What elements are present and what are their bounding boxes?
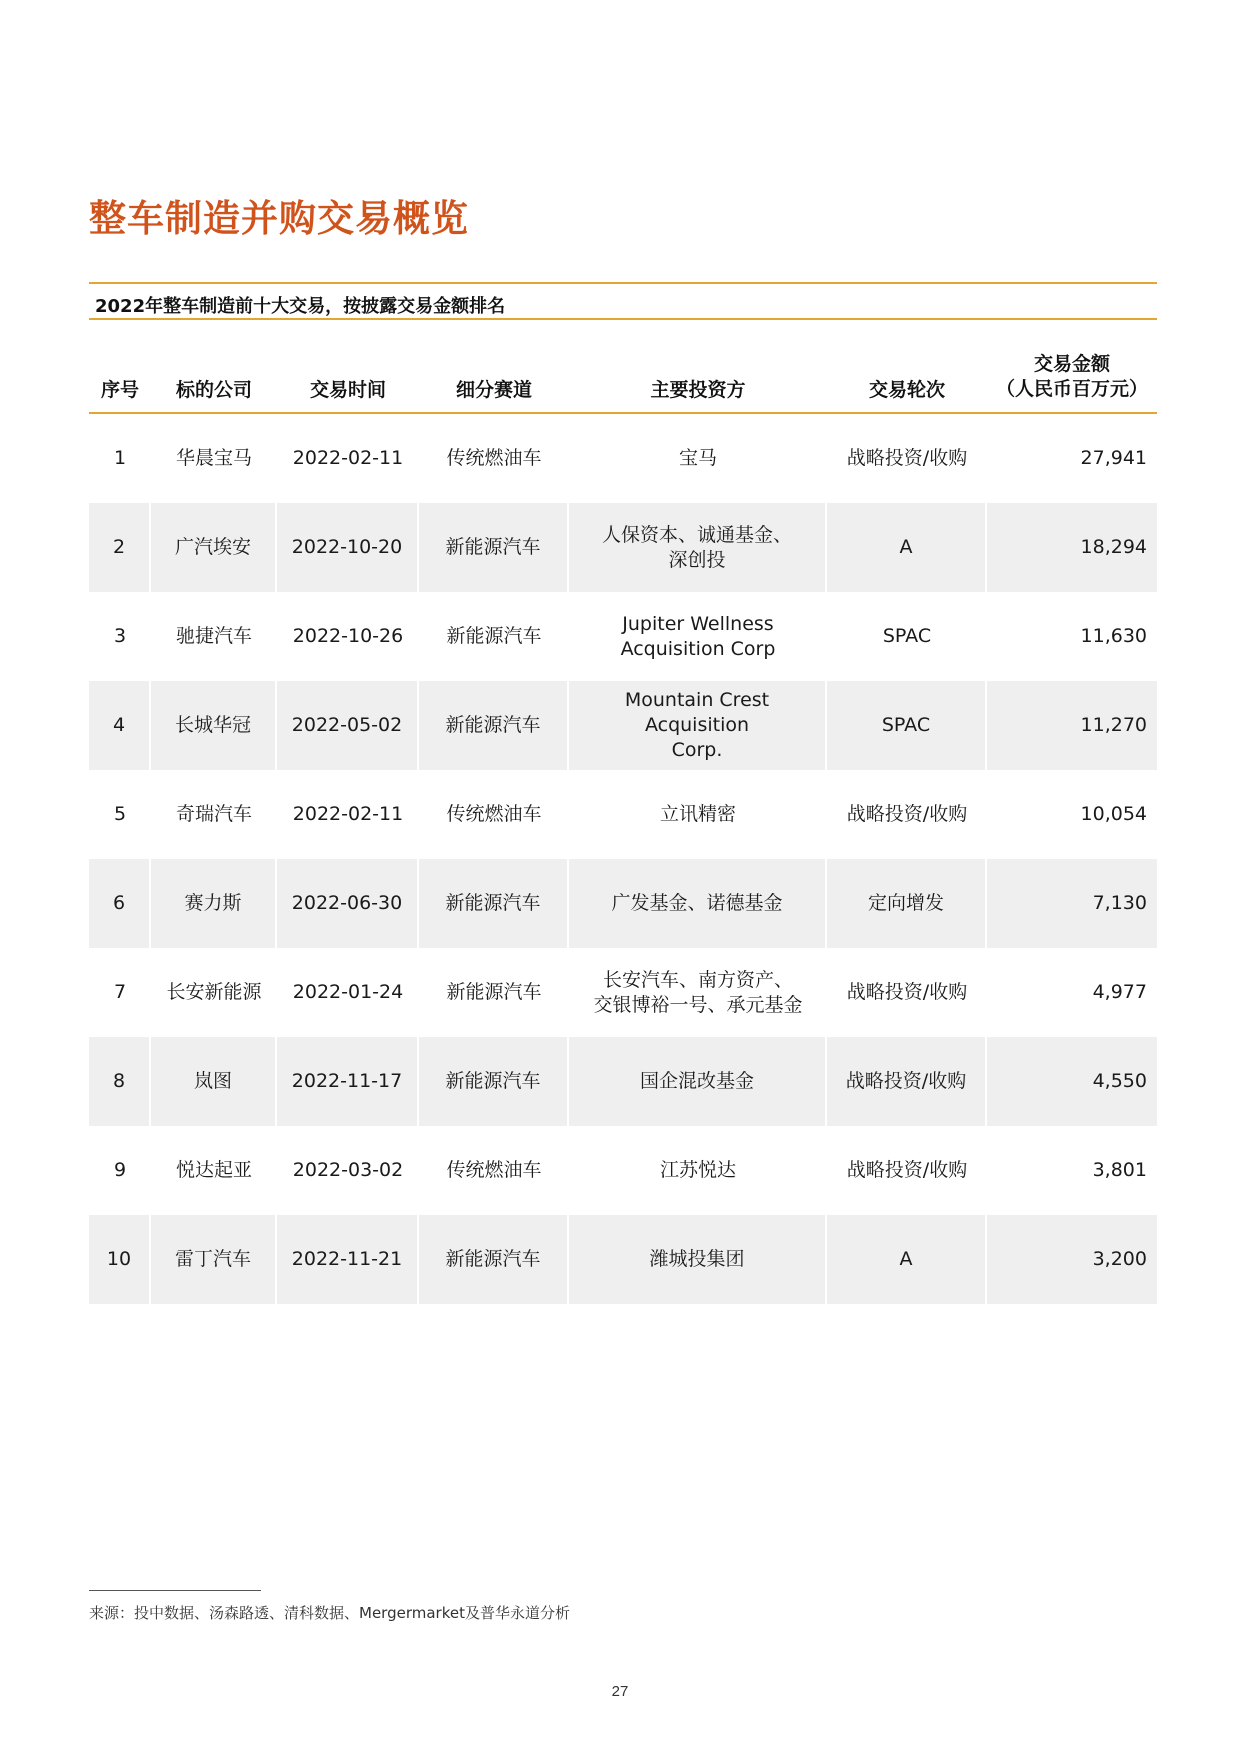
cell-company: 赛力斯: [151, 859, 277, 948]
cell-date: 2022-10-26: [292, 625, 404, 647]
cell-amount: 11,630: [1080, 625, 1147, 647]
table-body: [89, 414, 1157, 1304]
cell-round: SPAC: [882, 625, 932, 647]
cell-round: 战略投资/收购: [846, 1159, 968, 1181]
cell-investors: [569, 1126, 827, 1215]
header-date: 交易时间: [309, 379, 386, 401]
cell-amount: 7,130: [1092, 892, 1147, 914]
cell-round: A: [827, 1215, 987, 1304]
table-row: [89, 948, 1157, 1037]
header-segment: 细分赛道: [455, 379, 532, 401]
table-caption: 2022年整车制造前十大交易，按披露交易金额排名: [95, 296, 506, 317]
header-company: 标的公司: [175, 379, 252, 401]
cell-investors: [569, 414, 827, 503]
cell-date: 2022-01-24: [292, 981, 404, 1003]
investor-line: 立讯精密: [659, 803, 736, 825]
cell-date: 2022-02-11: [292, 803, 404, 825]
cell-rank: 2: [89, 503, 151, 592]
cell-segment: 新能源汽车: [419, 859, 569, 948]
cell-company: 雷丁汽车: [151, 1215, 277, 1304]
investor-lines: [660, 1158, 736, 1183]
cell-segment: 传统燃油车: [446, 1159, 542, 1181]
source-footnote: 来源：投中数据、汤森路透、清科数据、Mergermarket及普华永道分析: [89, 1604, 570, 1622]
investor-lines: [621, 612, 776, 662]
investor-line: 潍城投集团: [649, 1248, 745, 1270]
cell-investors: [569, 948, 827, 1037]
investor-lines: [593, 968, 802, 1018]
investor-line: 广发基金、诺德基金: [611, 892, 783, 914]
table-row: [89, 1215, 1157, 1304]
header-rank: 序号: [100, 379, 139, 401]
cell-company: 华晨宝马: [175, 447, 252, 469]
table-row: [89, 414, 1157, 503]
cell-company: 长安新能源: [166, 981, 262, 1003]
investor-line: 宝马: [678, 447, 717, 469]
cell-amount: 3,200: [1092, 1248, 1147, 1270]
cell-round: 战略投资/收购: [846, 803, 968, 825]
investor-lines: [573, 688, 821, 763]
cell-amount: 4,550: [1092, 1070, 1147, 1092]
cell-rank: 10: [89, 1215, 151, 1304]
page-title: 整车制造并购交易概览: [89, 197, 469, 240]
investor-lines: [611, 891, 782, 916]
investor-line: 交银博裕一号、承元基金: [593, 993, 803, 1016]
cell-rank: 7: [113, 981, 127, 1003]
cell-amount: 10,054: [1080, 803, 1147, 825]
cell-round: 战略投资/收购: [846, 447, 968, 469]
cell-investors: [569, 1037, 827, 1126]
investor-line: 长安汽车、南方资产、: [602, 968, 793, 991]
deals-table: [89, 348, 1157, 1304]
cell-date: 2022-02-11: [292, 447, 404, 469]
investor-line: Mountain Crest Acquisition: [624, 689, 770, 736]
table-row: [89, 1126, 1157, 1215]
table-row: [89, 592, 1157, 681]
table-row: [89, 503, 1157, 592]
cell-date: 2022-11-17: [277, 1037, 419, 1126]
investor-line: 深创投: [668, 548, 726, 571]
cell-rank: 3: [113, 625, 127, 647]
header-investors: 主要投资方: [650, 379, 746, 401]
cell-round: SPAC: [827, 681, 987, 770]
cell-amount: 11,270: [1080, 714, 1147, 736]
page-number: 27: [611, 1683, 629, 1700]
cell-rank: 9: [113, 1159, 127, 1181]
investor-line: Corp.: [671, 739, 723, 761]
cell-rank: 8: [89, 1037, 151, 1126]
cell-company: 岚图: [151, 1037, 277, 1126]
cell-company: 奇瑞汽车: [175, 803, 252, 825]
cell-segment: 新能源汽车: [446, 981, 542, 1003]
cell-date: 2022-06-30: [277, 859, 419, 948]
table-row: [89, 859, 1157, 948]
cell-round: 战略投资/收购: [846, 981, 968, 1003]
header-amount-line1: 交易金额: [1033, 353, 1110, 375]
cell-round: A: [827, 503, 987, 592]
investor-line: 江苏悦达: [659, 1159, 736, 1181]
cell-segment: 新能源汽车: [419, 681, 569, 770]
cell-investors: [569, 770, 827, 859]
cell-date: 2022-11-21: [277, 1215, 419, 1304]
cell-investors: [569, 1215, 827, 1304]
investor-lines: [602, 523, 792, 573]
cell-date: 2022-05-02: [277, 681, 419, 770]
investor-line: 人保资本、诚通基金、: [601, 523, 792, 546]
header-amount: [987, 348, 1157, 412]
cell-investors: [569, 859, 827, 948]
investor-line: 国企混改基金: [639, 1070, 754, 1092]
investor-lines: [649, 1247, 744, 1272]
cell-segment: 新能源汽车: [419, 503, 569, 592]
investor-line: Acquisition Corp: [620, 637, 776, 660]
cell-segment: 新能源汽车: [419, 1037, 569, 1126]
cell-date: 2022-03-02: [292, 1159, 404, 1181]
cell-segment: 新能源汽车: [419, 1215, 569, 1304]
investor-lines: [660, 802, 736, 827]
table-row: [89, 681, 1157, 770]
header-round: 交易轮次: [868, 379, 945, 401]
cell-segment: 传统燃油车: [446, 803, 542, 825]
footnote-divider: [89, 1590, 261, 1591]
investor-lines: [679, 446, 717, 471]
table-row: [89, 770, 1157, 859]
cell-investors: [569, 503, 827, 592]
cell-amount: 18,294: [1080, 536, 1147, 558]
cell-segment: 新能源汽车: [446, 625, 542, 647]
cell-rank: 4: [89, 681, 151, 770]
cell-amount: 4,977: [1092, 981, 1147, 1003]
cell-rank: 1: [113, 447, 127, 469]
cell-segment: 传统燃油车: [446, 447, 542, 469]
table-header-row: [89, 348, 1157, 414]
cell-investors: [569, 681, 827, 770]
cell-company: 悦达起亚: [175, 1159, 252, 1181]
cell-investors: [569, 592, 827, 681]
table-caption-box: [89, 282, 1157, 320]
header-amount-line2: （人民币百万元）: [995, 378, 1148, 400]
table-row: [89, 1037, 1157, 1126]
cell-company: 广汽埃安: [151, 503, 277, 592]
cell-rank: 6: [89, 859, 151, 948]
cell-company: 驰捷汽车: [175, 625, 252, 647]
cell-amount: 27,941: [1080, 447, 1147, 469]
cell-round: 定向增发: [827, 859, 987, 948]
cell-date: 2022-10-20: [277, 503, 419, 592]
investor-line: Jupiter Wellness: [622, 612, 774, 635]
cell-amount: 3,801: [1092, 1159, 1147, 1181]
cell-round: 战略投资/收购: [827, 1037, 987, 1126]
investor-lines: [640, 1069, 754, 1094]
cell-company: 长城华冠: [151, 681, 277, 770]
cell-rank: 5: [113, 803, 127, 825]
